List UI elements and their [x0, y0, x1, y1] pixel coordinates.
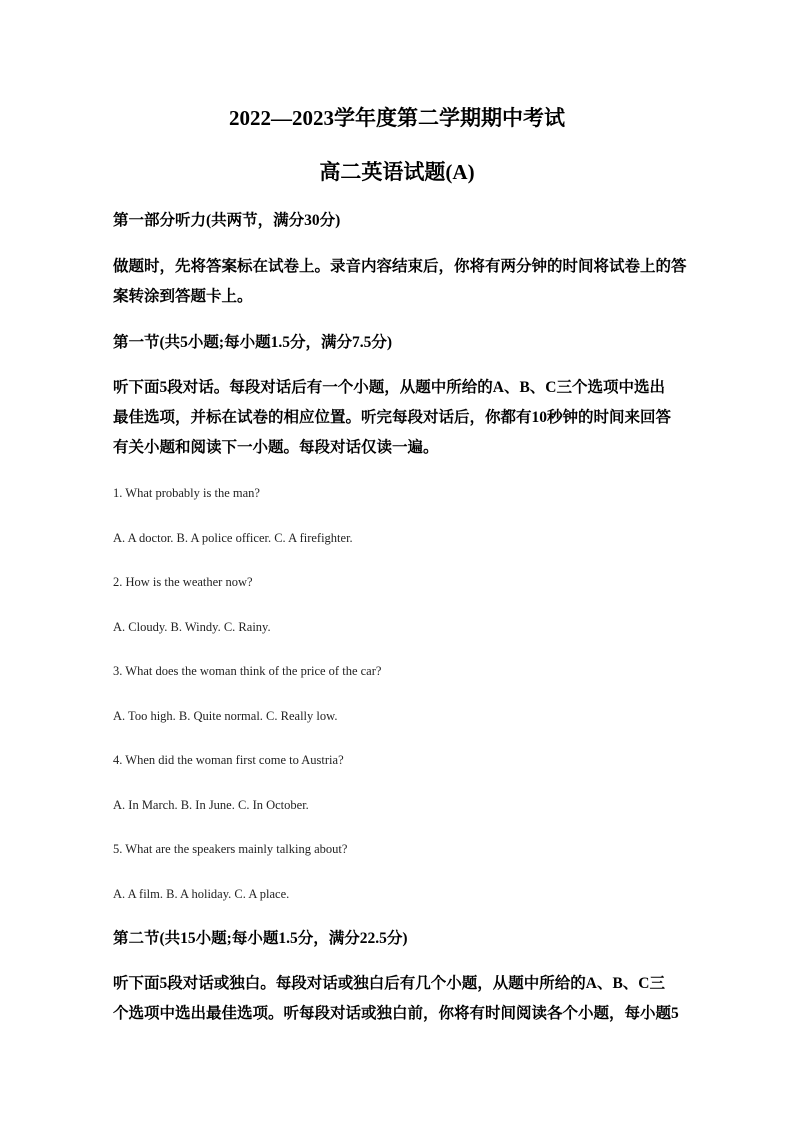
- question-options: A. A film. B. A holiday. C. A place.: [113, 887, 290, 901]
- section2-instruction-line: 个选项中选出最佳选项。听每段对话或独白前，你将有时间阅读各个小题，每小题5: [113, 1005, 679, 1022]
- exam-subtitle: 高二英语试题(A): [319, 160, 475, 184]
- section1-instruction-line: 有关小题和阅读下一小题。每段对话仅读一遍。: [113, 439, 439, 456]
- question-options: A. Cloudy. B. Windy. C. Rainy.: [113, 620, 271, 634]
- question-text: 3. What does the woman think of the price of the car?: [113, 664, 382, 678]
- question-options: A. Too high. B. Quite normal. C. Really low.: [113, 709, 338, 723]
- section2-instruction-line: 听下面5段对话或独白。每段对话或独白后有几个小题，从题中所给的A、B、C三: [113, 975, 665, 992]
- part1-instruction-line: 案转涂到答题卡上。: [113, 288, 253, 305]
- question-text: 2. How is the weather now?: [113, 575, 253, 589]
- part1-heading: 第一部分听力(共两节，满分30分): [113, 212, 341, 229]
- part1-instruction-line: 做题时，先将答案标在试卷上。录音内容结束后，你将有两分钟的时间将试卷上的答: [113, 258, 687, 275]
- question-text: 4. When did the woman first come to Austria?: [113, 753, 344, 767]
- exam-title: 2022—2023学年度第二学期期中考试: [229, 106, 565, 130]
- question-options: A. In March. B. In June. C. In October.: [113, 798, 309, 812]
- question-options: A. A doctor. B. A police officer. C. A firefighter.: [113, 531, 353, 545]
- section1-instruction-line: 听下面5段对话。每段对话后有一个小题，从题中所给的A、B、C三个选项中选出: [113, 379, 665, 396]
- section2-heading: 第二节(共15小题;每小题1.5分，满分22.5分): [113, 930, 408, 947]
- question-text: 1. What probably is the man?: [113, 486, 260, 500]
- question-text: 5. What are the speakers mainly talking about?: [113, 842, 348, 856]
- section1-instruction-line: 最佳选项，并标在试卷的相应位置。听完每段对话后，你都有10秒钟的时间来回答: [113, 409, 672, 426]
- section1-heading: 第一节(共5小题;每小题1.5分，满分7.5分): [113, 334, 392, 351]
